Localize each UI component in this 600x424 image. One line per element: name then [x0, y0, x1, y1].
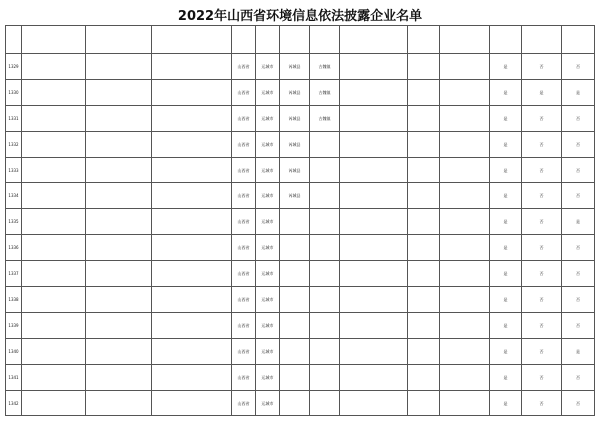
table-cell: 山西省 [232, 157, 256, 183]
table-cell [340, 235, 408, 261]
table-cell: 是 [490, 338, 522, 364]
table-cell [340, 312, 408, 338]
table-cell: 否 [562, 235, 595, 261]
table-cell [440, 209, 490, 235]
table-cell: 运城市 [256, 235, 280, 261]
table-cell [280, 338, 310, 364]
table-cell: 是 [490, 235, 522, 261]
table-cell: 山西省 [232, 54, 256, 80]
table-row [6, 183, 595, 209]
table-cell: 1331 [6, 105, 22, 131]
table-cell [408, 79, 440, 105]
table-cell: 是 [490, 209, 522, 235]
table-cell: 是 [490, 54, 522, 80]
table-cell: 是 [490, 105, 522, 131]
table-cell [408, 105, 440, 131]
table-cell: 1334 [6, 183, 22, 209]
table-cell: 否 [562, 183, 595, 209]
table-cell: 1333 [6, 157, 22, 183]
table-cell [86, 390, 152, 416]
table-cell [340, 364, 408, 390]
table-row [6, 209, 595, 235]
table-cell [340, 105, 408, 131]
table-cell: 否 [562, 131, 595, 157]
column-header-11 [440, 26, 490, 54]
table-cell [310, 338, 340, 364]
table-cell: 古魏镇 [310, 54, 340, 80]
table-cell [440, 131, 490, 157]
table-row [6, 157, 595, 183]
table-cell [440, 79, 490, 105]
table-row [6, 131, 595, 157]
table-cell: 否 [522, 209, 562, 235]
table-cell: 1340 [6, 338, 22, 364]
table-cell: 运城市 [256, 183, 280, 209]
table-cell: 否 [522, 183, 562, 209]
page-title: 2022年山西省环境信息依法披露企业名单 [177, 9, 423, 24]
column-header-13 [522, 26, 562, 54]
table-row [6, 235, 595, 261]
table-cell: 是 [490, 364, 522, 390]
table-cell [152, 364, 232, 390]
table-cell [310, 287, 340, 313]
table-cell [22, 390, 86, 416]
table-cell: 否 [562, 54, 595, 80]
table-cell: 是 [490, 261, 522, 287]
column-header-7 [280, 26, 310, 54]
table-cell: 运城市 [256, 131, 280, 157]
table-cell [22, 54, 86, 80]
table-cell: 山西省 [232, 209, 256, 235]
table-cell [86, 183, 152, 209]
table-cell [280, 364, 310, 390]
table-row [6, 79, 595, 105]
table-cell: 否 [522, 364, 562, 390]
table-cell: 否 [562, 287, 595, 313]
table-cell [310, 312, 340, 338]
column-header-12 [490, 26, 522, 54]
table-cell [22, 131, 86, 157]
column-header-8 [310, 26, 340, 54]
table-row [6, 261, 595, 287]
table-cell [152, 183, 232, 209]
table-cell: 运城市 [256, 105, 280, 131]
table-cell: 否 [522, 390, 562, 416]
table-cell: 是 [562, 338, 595, 364]
column-header-14 [562, 26, 595, 54]
table-cell [310, 235, 340, 261]
table-cell [86, 261, 152, 287]
table-cell [440, 261, 490, 287]
table-cell [440, 183, 490, 209]
table-cell [152, 105, 232, 131]
table-cell [340, 54, 408, 80]
table-row [6, 390, 595, 416]
table-cell [340, 183, 408, 209]
column-header-4 [152, 26, 232, 54]
table-cell [440, 312, 490, 338]
table-cell [152, 54, 232, 80]
table-cell: 否 [562, 364, 595, 390]
table-cell: 山西省 [232, 235, 256, 261]
table-cell [310, 183, 340, 209]
table-cell [440, 338, 490, 364]
table-cell: 山西省 [232, 364, 256, 390]
table-cell [340, 338, 408, 364]
table-cell: 是 [522, 79, 562, 105]
table-row [6, 105, 595, 131]
table-cell: 山西省 [232, 79, 256, 105]
table-cell [310, 209, 340, 235]
table-cell [340, 157, 408, 183]
table-cell: 否 [562, 312, 595, 338]
table-cell [152, 131, 232, 157]
table-cell: 是 [562, 209, 595, 235]
table-cell [280, 287, 310, 313]
table-cell: 1336 [6, 235, 22, 261]
table-cell [22, 338, 86, 364]
table-cell: 1332 [6, 131, 22, 157]
table-cell [86, 157, 152, 183]
column-header-10 [408, 26, 440, 54]
table-cell: 芮城县 [280, 131, 310, 157]
table-cell [440, 287, 490, 313]
table-cell: 否 [562, 390, 595, 416]
table-cell: 1337 [6, 261, 22, 287]
table-cell: 山西省 [232, 105, 256, 131]
table-cell [340, 261, 408, 287]
table-cell [86, 131, 152, 157]
table-cell: 山西省 [232, 183, 256, 209]
table-cell: 运城市 [256, 312, 280, 338]
table-cell [280, 261, 310, 287]
column-header-9 [340, 26, 408, 54]
table-cell [22, 157, 86, 183]
table-cell: 山西省 [232, 287, 256, 313]
table-cell: 古魏镇 [310, 79, 340, 105]
table-cell [86, 312, 152, 338]
table-cell [310, 131, 340, 157]
table-cell [86, 209, 152, 235]
table-cell [152, 338, 232, 364]
column-header-2 [22, 26, 86, 54]
table-cell [440, 157, 490, 183]
table-cell: 运城市 [256, 364, 280, 390]
table-cell [408, 54, 440, 80]
table-cell [340, 79, 408, 105]
table-cell [22, 235, 86, 261]
table-cell [86, 364, 152, 390]
table-header [6, 26, 595, 54]
table-cell: 运城市 [256, 209, 280, 235]
table-cell [440, 105, 490, 131]
table-cell: 否 [522, 235, 562, 261]
table-cell: 否 [562, 105, 595, 131]
table-row [6, 54, 595, 80]
table-cell: 是 [490, 79, 522, 105]
table-cell [408, 287, 440, 313]
table-cell: 1338 [6, 287, 22, 313]
table-cell [152, 209, 232, 235]
table-cell [408, 157, 440, 183]
table-cell [440, 54, 490, 80]
table-cell: 是 [490, 131, 522, 157]
table-cell [408, 364, 440, 390]
table-cell [86, 287, 152, 313]
table-cell: 运城市 [256, 287, 280, 313]
table-cell [22, 261, 86, 287]
table-cell: 运城市 [256, 261, 280, 287]
table-cell [152, 235, 232, 261]
table-cell [280, 312, 310, 338]
column-header-6 [256, 26, 280, 54]
table-row [6, 312, 595, 338]
table-cell: 否 [522, 312, 562, 338]
table-cell [408, 183, 440, 209]
table-cell: 否 [562, 157, 595, 183]
table-cell [86, 54, 152, 80]
table-cell: 是 [562, 79, 595, 105]
table-cell: 否 [522, 54, 562, 80]
table-cell: 山西省 [232, 261, 256, 287]
table-cell [408, 390, 440, 416]
table-cell: 山西省 [232, 338, 256, 364]
table-cell [22, 287, 86, 313]
table-cell: 运城市 [256, 157, 280, 183]
table-cell [86, 338, 152, 364]
table-cell [408, 338, 440, 364]
table-cell [280, 235, 310, 261]
table-cell [408, 131, 440, 157]
table-cell: 山西省 [232, 131, 256, 157]
table-cell: 山西省 [232, 390, 256, 416]
table-cell: 否 [522, 287, 562, 313]
table-cell: 是 [490, 183, 522, 209]
table-cell: 1342 [6, 390, 22, 416]
table-cell [408, 261, 440, 287]
table-cell: 1330 [6, 79, 22, 105]
table-cell [440, 235, 490, 261]
table-cell [152, 79, 232, 105]
table-cell [152, 157, 232, 183]
table-cell: 否 [562, 261, 595, 287]
table-cell: 否 [522, 338, 562, 364]
column-header-1 [6, 26, 22, 54]
table-cell [280, 390, 310, 416]
table-cell: 芮城县 [280, 54, 310, 80]
table-cell: 运城市 [256, 338, 280, 364]
table-cell [22, 105, 86, 131]
table-cell [310, 364, 340, 390]
table-cell: 是 [490, 157, 522, 183]
table-cell [340, 390, 408, 416]
table-cell [310, 261, 340, 287]
table-cell [22, 183, 86, 209]
column-header-5 [232, 26, 256, 54]
table-cell: 否 [522, 261, 562, 287]
table-cell [340, 287, 408, 313]
table-cell: 芮城县 [280, 157, 310, 183]
table-cell [22, 364, 86, 390]
table-cell [310, 157, 340, 183]
table-cell: 运城市 [256, 79, 280, 105]
table-cell [22, 312, 86, 338]
table-cell [440, 390, 490, 416]
table-cell: 1341 [6, 364, 22, 390]
table-cell: 否 [522, 157, 562, 183]
table-cell: 芮城县 [280, 183, 310, 209]
table-cell: 1329 [6, 54, 22, 80]
table-cell [152, 312, 232, 338]
table-row [6, 338, 595, 364]
table-cell [22, 79, 86, 105]
table-cell [280, 209, 310, 235]
table-cell: 山西省 [232, 312, 256, 338]
enterprise-list-table [5, 25, 595, 416]
table-cell: 1335 [6, 209, 22, 235]
table-cell [86, 235, 152, 261]
table-cell [152, 287, 232, 313]
table-cell: 古魏镇 [310, 105, 340, 131]
table-body [6, 54, 595, 416]
column-header-3 [86, 26, 152, 54]
header-row [6, 26, 595, 54]
table-cell [310, 390, 340, 416]
table-cell: 运城市 [256, 390, 280, 416]
table-cell: 是 [490, 312, 522, 338]
table-cell [340, 209, 408, 235]
table-cell [408, 312, 440, 338]
table-cell: 芮城县 [280, 79, 310, 105]
table-cell [22, 209, 86, 235]
table-cell: 芮城县 [280, 105, 310, 131]
table-cell: 运城市 [256, 54, 280, 80]
table-cell [152, 261, 232, 287]
table-cell: 是 [490, 390, 522, 416]
table-cell [408, 235, 440, 261]
table-row [6, 287, 595, 313]
table-cell [152, 390, 232, 416]
table-cell: 否 [522, 105, 562, 131]
table-cell [86, 79, 152, 105]
table-cell: 否 [522, 131, 562, 157]
table-cell: 是 [490, 287, 522, 313]
table-cell: 1339 [6, 312, 22, 338]
table-cell [86, 105, 152, 131]
table-cell [340, 131, 408, 157]
table-row [6, 364, 595, 390]
table-cell [440, 364, 490, 390]
table-cell [408, 209, 440, 235]
